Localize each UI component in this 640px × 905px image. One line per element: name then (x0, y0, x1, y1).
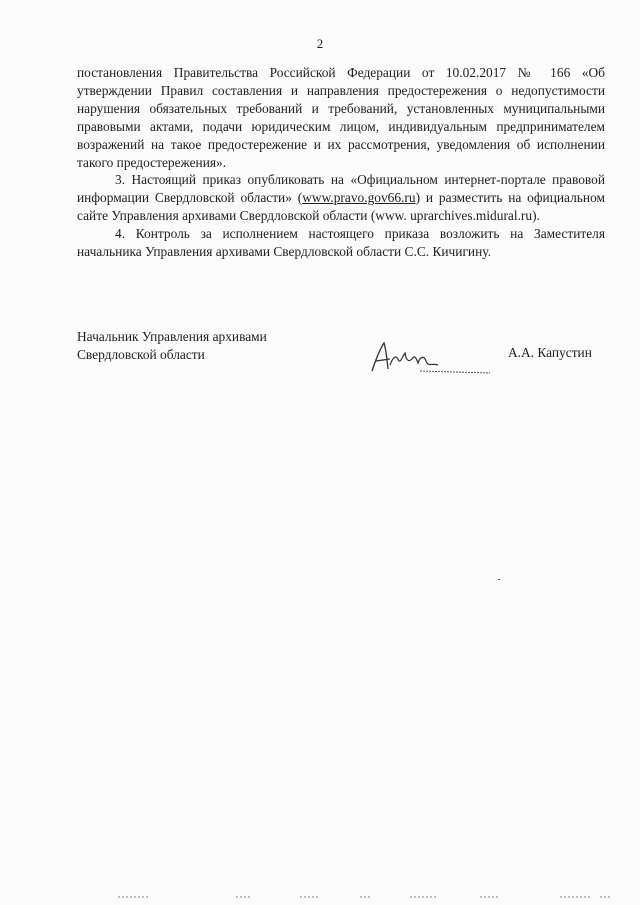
signatory-position-line2: Свердловской области (77, 346, 205, 362)
document-body (77, 64, 605, 261)
paragraph-resolution-reference: постановления Правительства Российской Федерации от 10.02.2017 № 166 «Об утверждении Правил составления и направления предостережения о недопустимости нарушения обязательных требований и требований, установленных муниципальными правовыми актами, подачи юридическим лицом, индивидуальным предпринимателем возражений на такое предостережение и их рассмотрения, уведомления об исполнении такого предостережения». (77, 65, 605, 170)
handwritten-signature (360, 335, 500, 385)
signatory-name: А.А. Капустин (508, 345, 592, 360)
paragraph-publication-text-end: ) и разместить на официальном сайте Управления архивами Свердловской области (www. uprarchives.midural.ru). (77, 190, 605, 224)
paragraph-publication (77, 171, 605, 225)
signatory-position (77, 328, 267, 364)
scan-edge-marks (0, 893, 640, 901)
paragraph-publication-text-start: 3. Настоящий приказ опубликовать на «Официальном интернет-портале правовой информации Свердловской области» ( (77, 172, 605, 206)
scan-speck (498, 579, 500, 580)
page-number: 2 (316, 36, 324, 51)
pravo-portal-link[interactable]: www.pravo.gov66.ru (302, 190, 416, 206)
signatory-position-line1: Начальник Управления архивами (77, 329, 267, 344)
paragraph-control: 4. Контроль за исполнением настоящего приказа возложить на Заместителя начальника Управления архивами Свердловской области С.С. Кичигину. (77, 226, 605, 260)
